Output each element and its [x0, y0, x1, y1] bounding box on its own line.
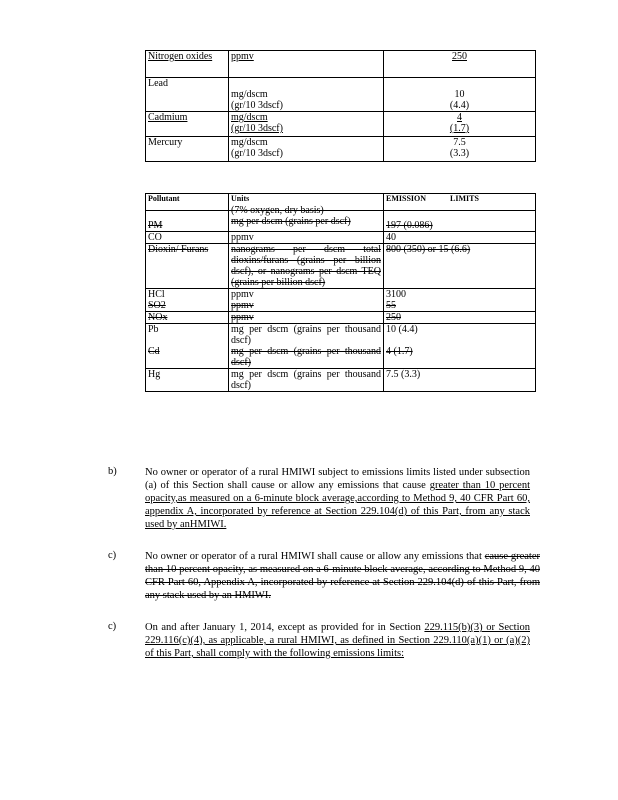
- pollutant-cell: PM: [146, 211, 229, 232]
- units-cell: mg/dscm (gr/10 3dscf): [229, 112, 384, 137]
- header-limits: EMISSION LIMITS: [384, 194, 536, 211]
- emission-limits-table-continued: [145, 50, 536, 162]
- limit-cell: 10 (4.4) 4 (1.7): [384, 324, 536, 369]
- pollutant-cell: Hg: [146, 369, 229, 392]
- paragraph-c-struck: No owner or operator of a rural HMIWI shall cause or allow any emissions that cause greater than 10 percent opacity, as measured on a 6-minute block average, according to Method 9, 40 CFR Part 60, Appendix A, incorporated by reference at Section 229.104(d) of this Part, from any stack used by an HMIWI.: [145, 551, 540, 601]
- limit-cell: 10 (4.4): [384, 78, 536, 112]
- header-units: Units: [229, 194, 384, 211]
- paragraph-c-new: On and after January 1, 2014, except as provided for in Section 229.115(b)(3) or Section 229.116(c)(4), as applicable, a rural HMIWI, as defined in Section 229.110(a)(1) or (a)(2) of this Part, shall comply with the following emissions limits:: [145, 622, 530, 659]
- pollutant-cell: Nitrogen oxides: [146, 51, 229, 78]
- limit-cell: 4 (1.7): [384, 112, 536, 137]
- pollutant-cell: NOx: [146, 312, 229, 324]
- units-cell: ppmv: [229, 232, 384, 244]
- limit-cell: 40: [384, 232, 536, 244]
- pollutant-cell: Lead: [146, 78, 229, 112]
- limit-cell: 7.5 (3.3): [384, 137, 536, 162]
- table-row-nox: [146, 312, 536, 324]
- paragraph-b: No owner or operator of a rural HMIWI subject to emissions limits listed under subsection (a) of this Section shall cause or allow any emissions that cause greater than 10 percent opacity,as measured on a 6-minute block average,according to Method 9, 40 CFR Part 60, appendix A, incorporated by reference at Section 229.104(d) of this Part, from any stack used by anHMIWI.: [145, 467, 531, 530]
- paragraph-label-c1: c): [108, 550, 117, 561]
- units-cell: ppmv ppmv: [229, 289, 384, 312]
- table-row-hcl: [146, 289, 536, 312]
- limit-cell: 3100 55: [384, 289, 536, 312]
- units-cell: ppmv: [229, 51, 384, 78]
- pollutant-cell: HCl SO2: [146, 289, 229, 312]
- header-pollutant: Pollutant: [146, 194, 229, 211]
- pollutant-cell: CO: [146, 232, 229, 244]
- paragraph-label-b: b): [108, 466, 117, 477]
- units-cell: mg/dscm (gr/10 3dscf): [229, 137, 384, 162]
- table-row-pb-cd: [146, 324, 536, 369]
- units-cell: (7% oxygen, dry basis) mg per dscm (grains per dscf): [229, 211, 384, 232]
- table-row-hg: [146, 369, 536, 392]
- table-row: [146, 112, 536, 137]
- table-row: [146, 51, 536, 78]
- limit-cell: 250: [384, 312, 536, 324]
- table-row: [146, 78, 536, 112]
- units-cell: mg per dscm (grains per thousand dscf) mg per dscm (grains per thousand dscf): [229, 324, 384, 369]
- pollutant-cell: Pb Cd: [146, 324, 229, 369]
- pollutant-cell: Dioxin/ Furans: [146, 244, 229, 289]
- limit-cell: 7.5 (3.3): [384, 369, 536, 392]
- table-row-co: [146, 232, 536, 244]
- units-cell: mg per dscm (grains per thousand dscf): [229, 369, 384, 392]
- limit-cell: 197 (0.086): [384, 211, 536, 232]
- limit-cell: 800 (350) or 15 (6.6): [384, 244, 536, 289]
- limit-cell: 250: [384, 51, 536, 78]
- pollutant-cell: Cadmium: [146, 112, 229, 137]
- table-row-dioxin: [146, 244, 536, 289]
- units-cell: nanograms per dscm total dioxins/furans (grains per billion dscf), or nanograms per dscm TEQ (grains per billion dscf): [229, 244, 384, 289]
- table-row: [146, 137, 536, 162]
- table-row-pm: [146, 211, 536, 232]
- units-cell: mg/dscm (gr/10 3dscf): [229, 78, 384, 112]
- pollutant-cell: Mercury: [146, 137, 229, 162]
- units-cell: ppmv: [229, 312, 384, 324]
- paragraph-label-c2: c): [108, 621, 117, 632]
- rural-hmiwi-limits-table: [145, 193, 536, 392]
